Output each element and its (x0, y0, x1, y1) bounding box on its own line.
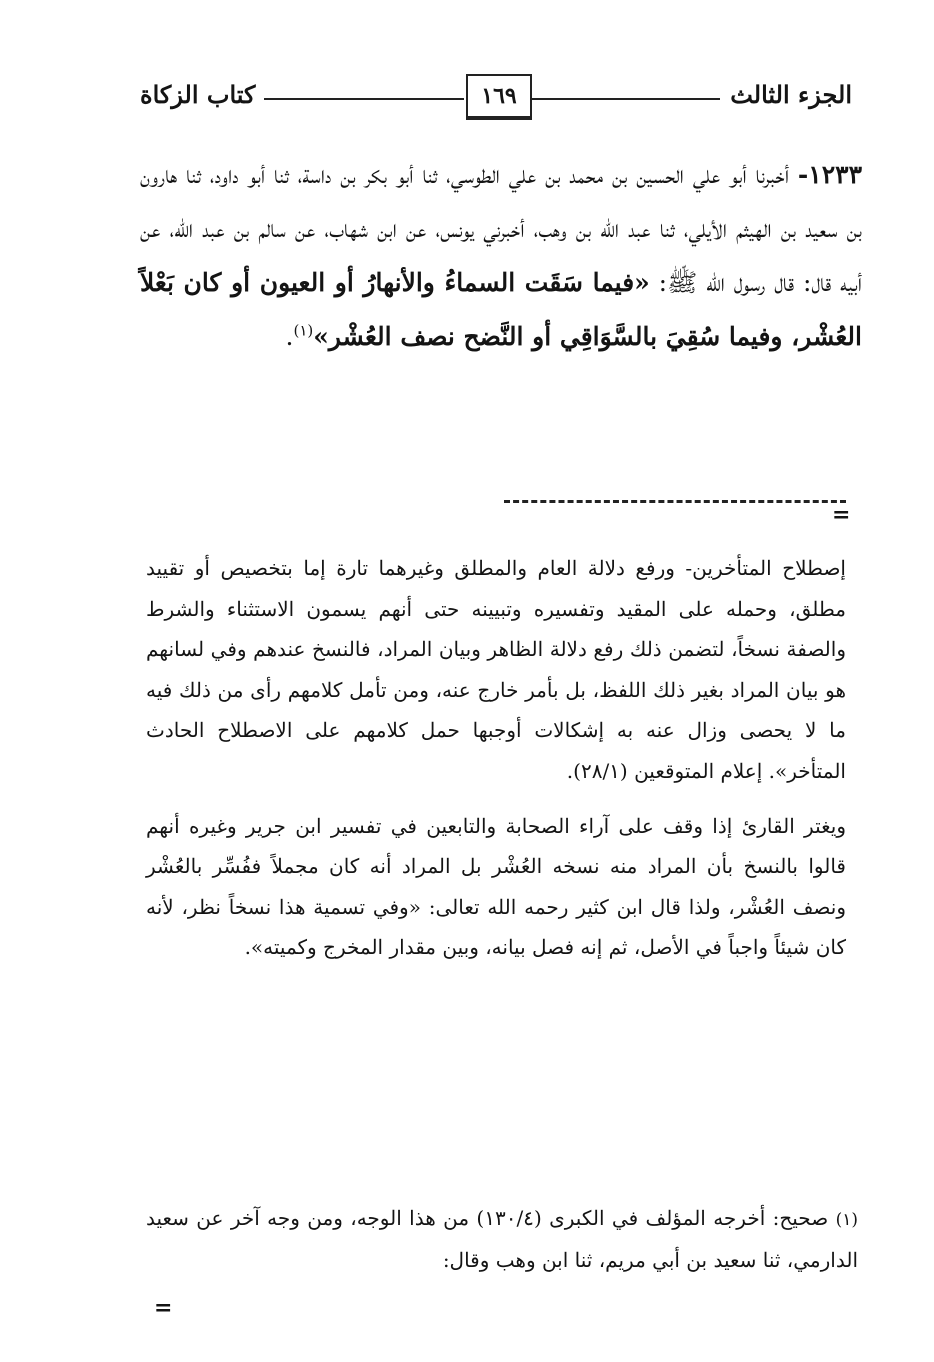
hadith-text (140, 148, 862, 364)
footnote-continuation (146, 548, 846, 968)
footnote-reference: (١) (293, 321, 314, 340)
continuation-mark-bottom: = (154, 1295, 173, 1321)
footnote-1 (146, 1198, 858, 1280)
volume-title: الجزء الثالث (730, 80, 852, 109)
footnote-separator (504, 500, 846, 503)
page-number: ١٦٩ (466, 74, 532, 120)
continuation-mark-top: = (832, 502, 851, 528)
running-header (140, 72, 852, 122)
footnote-number: (١) (835, 1210, 858, 1230)
hadith-number: ١٢٣٣- (797, 160, 863, 189)
hadith-matn: «فيما سَقَت السماءُ والأنهارُ أو العيون أو كان بَعْلاً العُشْر، وفيما سُقِيَ بالسَّوَاقِي أو النَّضح نصف العُشْر» (140, 268, 862, 351)
book-title: كتاب الزكاة (140, 80, 256, 109)
hadith-isnad: أخبرنا أبو علي الحسين بن محمد بن علي الطوسي، ثنا أبو بكر بن داسة، ثنا أبو داود، ثنا هارون بن سعيد بن الهيثم الأيلي، ثنا عبد الله بن وهب، أخبرني يونس، عن ابن شهاب، عن سالم بن عبد الله، عن أبيه قال: قال رسول الله ﷺ: (140, 160, 862, 297)
footnote-text: صحيح: أخرجه المؤلف في الكبرى (١٣٠/٤) من هذا الوجه، ومن وجه آخر عن سعيد الدارمي، ثنا سعيد بن أبي مريم، ثنا ابن وهب وقال: (146, 1206, 858, 1272)
header-rule-right (532, 98, 720, 100)
hadith-end: . (285, 322, 294, 351)
continuation-paragraph-2: ويغتر القارئ إذا وقف على آراء الصحابة والتابعين في تفسير ابن جرير وغيره أنهم قالوا بالنسخ بأن المراد منه نسخه العُشْر بل المراد أنه كان مجملاً ففُسِّر بالعُشْر ونصف العُشْر، ولذا قال ابن كثير رحمه الله تعالى: «وفي تسمية هذا نسخاً نظر، لأنه كان شيئاً واجباً في الأصل، ثم إنه فصل بيانه، وبين مقدار المخرج وكميته». (146, 813, 846, 960)
continuation-paragraph-1: إصطلاح المتأخرين- ورفع دلالة العام والمطلق وغيرهما تارة إما بتخصيص أو تقييد مطلق، وحمله على المقيد وتفسيره وتبيينه حتى أنهم يسمون الاستثناء والشرط والصفة نسخاً، لتضمن ذلك رفع دلالة الظاهر وبيان المراد، فالنسخ عندهم وفي لسانهم هو بيان المراد بغير ذلك اللفظ، بل بأمر خارج عنه، ومن تأمل كلامهم رأى من ذلك فيه ما لا يحصى وزال عنه به إشكالات أوجبها حمل كلامهم على الاصطلاح الحادث المتأخر». إعلام المتوقعين (٢٨/١). (146, 556, 846, 783)
header-rule-left (264, 98, 464, 100)
